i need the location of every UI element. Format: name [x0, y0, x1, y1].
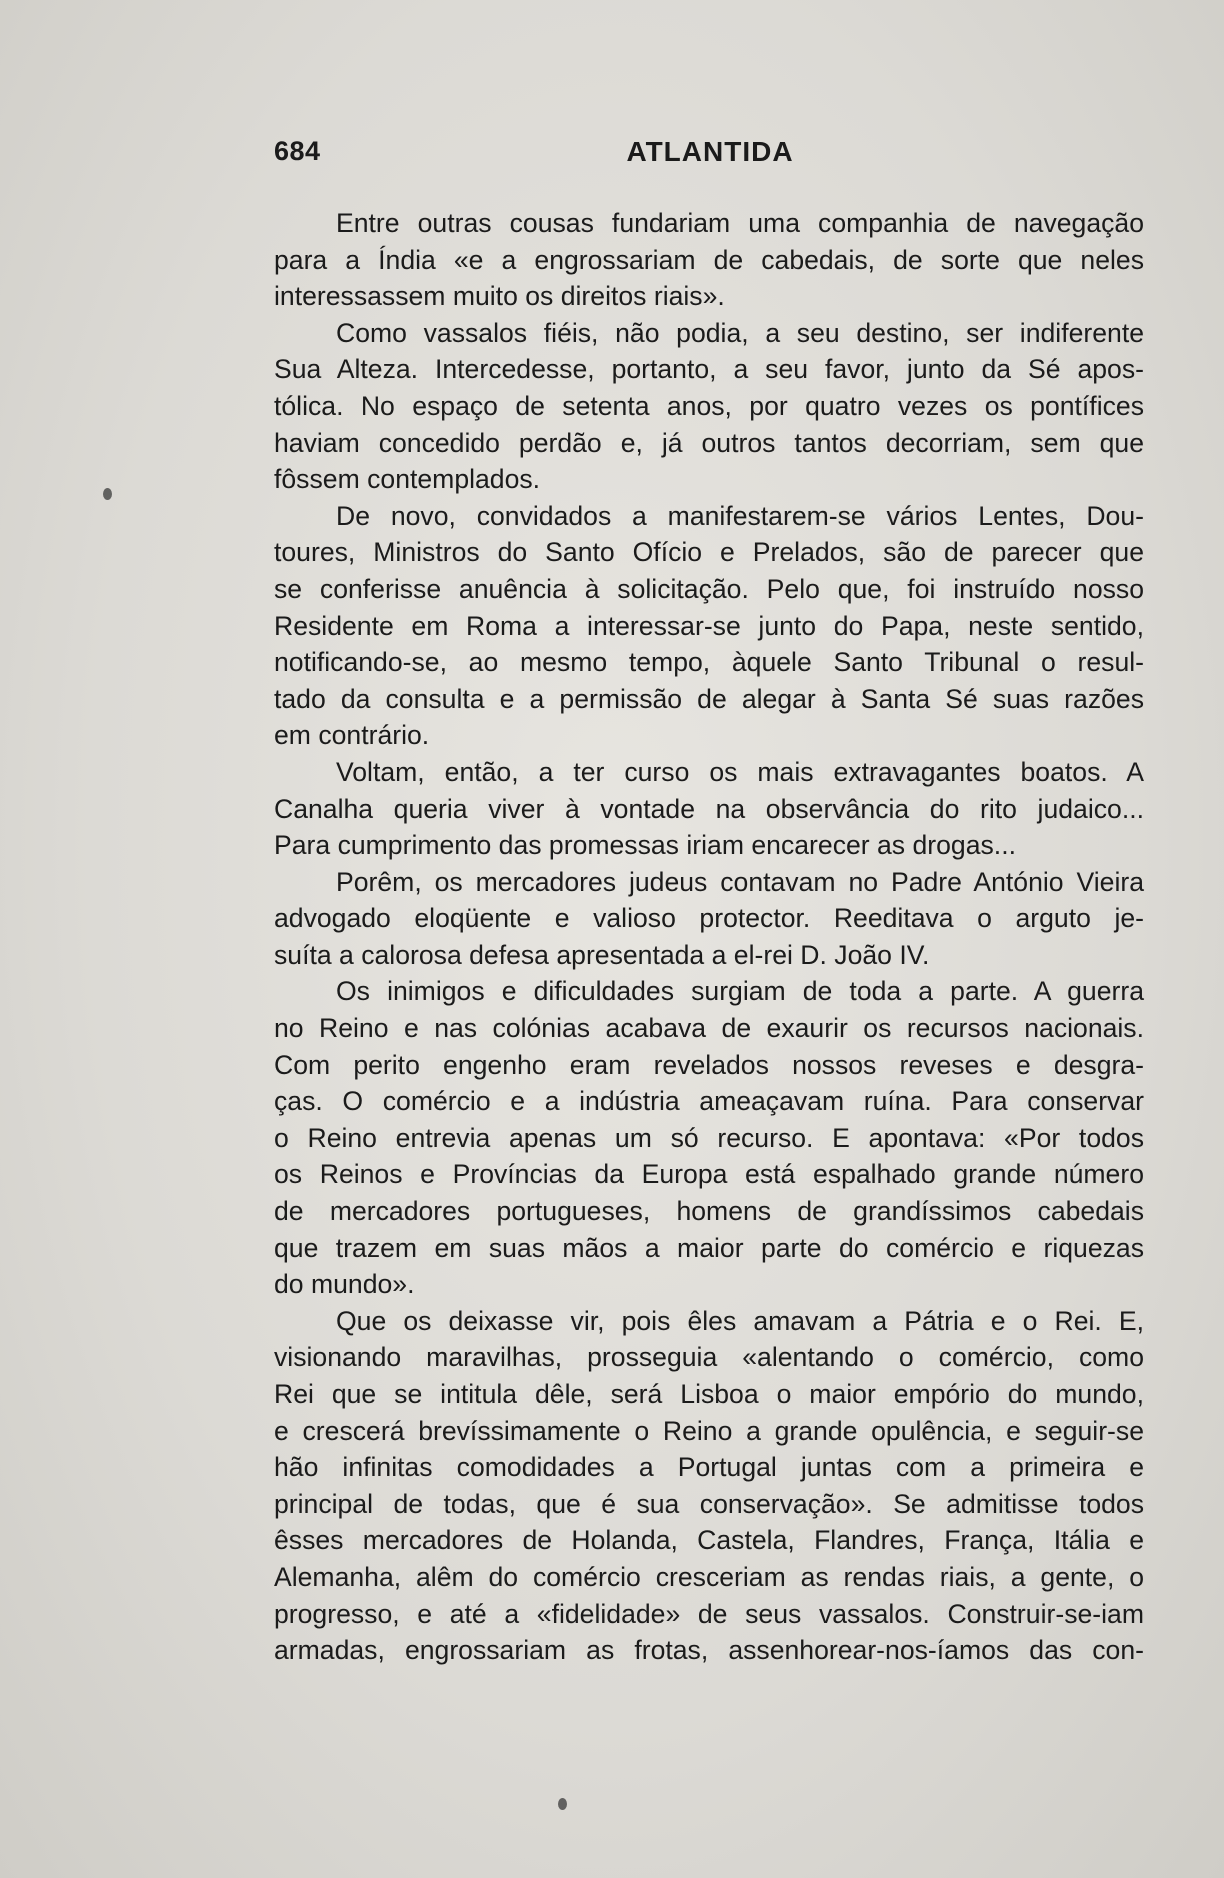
text-line: Como vassalos fiéis, não podia, a seu destino, ser indiferente: [336, 317, 1144, 348]
text-line: o Reino entrevia apenas um só recurso. E apontava: «Por todos: [274, 1122, 1144, 1153]
ink-blot: [558, 1798, 567, 1810]
text-line: Com perito engenho eram revelados nossos reveses e desgra-: [274, 1049, 1144, 1080]
text-line: tólica. No espaço de setenta anos, por quatro vezes os pontífices: [274, 390, 1144, 421]
text-line: advogado eloqüente e valioso protector. Reeditava o arguto je-: [274, 903, 1144, 934]
text-line: êsses mercadores de Holanda, Castela, Flandres, França, Itália e: [274, 1525, 1144, 1556]
text-line: no Reino e nas colónias acabava de exaurir os recursos nacionais.: [274, 1013, 1144, 1044]
text-line: Residente em Roma a interessar-se junto do Papa, neste sentido,: [274, 610, 1144, 641]
text-line: Voltam, então, a ter curso os mais extravagantes boatos. A: [336, 756, 1144, 787]
text-line: que trazem em suas mãos a maior parte do comércio e riquezas: [274, 1232, 1144, 1263]
text-line: para a Índia «e a engrossariam de cabedais, de sorte que neles: [274, 244, 1144, 275]
text-line: notificando-se, ao mesmo tempo, àquele Santo Tribunal o resul-: [274, 647, 1144, 678]
text-line: fôssem contemplados.: [274, 464, 541, 495]
text-line: Sua Alteza. Intercedesse, portanto, a seu favor, junto da Sé apos-: [274, 354, 1144, 385]
text-line: progresso, e até a «fidelidade» de seus vassalos. Construir-se-iam: [274, 1598, 1144, 1629]
text-line: visionando maravilhas, prosseguia «alentando o comércio, como: [274, 1342, 1144, 1373]
text-line: de mercadores portugueses, homens de grandíssimos cabedais: [274, 1196, 1144, 1227]
running-title: ATLANTIDA: [626, 136, 794, 167]
body-text: [274, 205, 1144, 1669]
text-line: principal de todas, que é sua conservação». Se admitisse todos: [274, 1488, 1144, 1519]
text-line: Porêm, os mercadores judeus contavam no Padre António Vieira: [336, 866, 1144, 897]
text-line: tado da consulta e a permissão de alegar à Santa Sé suas razões: [274, 683, 1144, 714]
text-line: os Reinos e Províncias da Europa está espalhado grande número: [274, 1159, 1144, 1190]
text-line: Que os deixasse vir, pois êles amavam a Pátria e o Rei. E,: [336, 1305, 1144, 1336]
text-line: haviam concedido perdão e, já outros tantos decorriam, sem que: [274, 427, 1144, 458]
text-line: hão infinitas comodidades a Portugal juntas com a primeira e: [274, 1452, 1144, 1483]
text-line: se conferisse anuência à solicitação. Pelo que, foi instruído nosso: [274, 573, 1144, 604]
text-line: toures, Ministros do Santo Ofício e Prelados, são de parecer que: [274, 537, 1144, 568]
text-line: ças. O comércio e a indústria ameaçavam ruína. Para conservar: [274, 1086, 1144, 1117]
text-line: Os inimigos e dificuldades surgiam de toda a parte. A guerra: [336, 976, 1144, 1007]
page-number: 684: [274, 136, 321, 166]
text-line: Para cumprimento das promessas iriam encarecer as drogas...: [274, 830, 1016, 861]
text-line: e crescerá brevíssimamente o Reino a grande opulência, e seguir-se: [274, 1415, 1144, 1446]
page-header: [274, 136, 1146, 176]
text-line: Rei que se intitula dêle, será Lisboa o maior empório do mundo,: [274, 1379, 1144, 1409]
ink-blot: [103, 488, 112, 500]
text-line: armadas, engrossariam as frotas, assenhorear-nos-íamos das con-: [274, 1635, 1144, 1666]
text-line: Canalha queria viver à vontade na observância do rito judaico...: [274, 793, 1144, 824]
text-line: suíta a calorosa defesa apresentada a el-rei D. João IV.: [274, 939, 930, 970]
text-line: Alemanha, alêm do comércio cresceriam as rendas riais, a gente, o: [274, 1561, 1144, 1592]
text-line: do mundo».: [274, 1269, 415, 1300]
text-line: De novo, convidados a manifestarem-se vários Lentes, Dou-: [336, 500, 1144, 531]
text-line: Entre outras cousas fundariam uma companhia de navegação: [336, 208, 1144, 238]
text-line: interessassem muito os direitos riais».: [274, 281, 725, 312]
text-line: em contrário.: [274, 720, 430, 751]
